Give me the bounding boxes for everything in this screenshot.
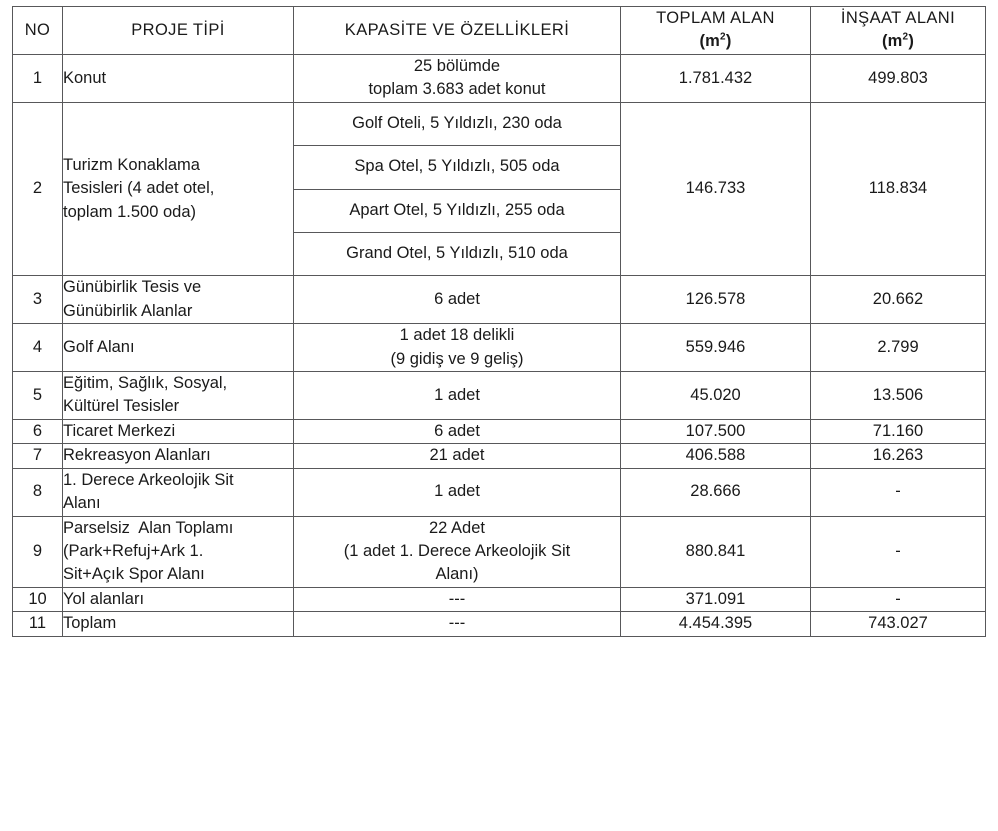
construction-area-value: - [811, 516, 986, 587]
table-row [13, 419, 986, 443]
project-type-cell [63, 54, 294, 102]
hotel-sub-row-label: Grand Otel, 5 Yıldızlı, 510 oda [294, 232, 620, 275]
hotel-sub-table [294, 103, 620, 276]
capacity-cell [294, 276, 621, 324]
construction-area-value: 20.662 [811, 276, 986, 324]
project-type-line: Golf Alanı [63, 337, 135, 356]
table-body [13, 54, 986, 636]
capacity-line: --- [448, 614, 466, 633]
capacity-cell [294, 372, 621, 420]
table-row [13, 468, 986, 516]
capacity-line: 1 adet 18 delikli [399, 326, 515, 345]
construction-area-value: 16.263 [811, 444, 986, 468]
capacity-line: 6 adet [434, 421, 480, 440]
capacity-cell [294, 102, 621, 276]
project-type-cell [63, 102, 294, 276]
column-header-total [621, 7, 811, 55]
capacity-line: 25 bölümde [413, 56, 501, 75]
construction-area-value: 118.834 [811, 102, 986, 276]
project-type-line: Eğitim, Sağlık, Sosyal, [63, 374, 228, 393]
project-type-cell [63, 612, 294, 636]
row-number: 8 [13, 468, 63, 516]
table-row [13, 324, 986, 372]
capacity-line: 21 adet [429, 446, 485, 465]
hotel-sub-row [294, 146, 620, 189]
project-type-line: (Park+Refuj+Ark 1. [63, 542, 204, 561]
project-type-cell [63, 419, 294, 443]
capacity-cell [294, 587, 621, 611]
project-type-line: Sit+Açık Spor Alanı [63, 565, 205, 584]
total-area-value: 28.666 [621, 468, 811, 516]
total-area-value: 126.578 [621, 276, 811, 324]
total-area-value: 559.946 [621, 324, 811, 372]
capacity-line: toplam 3.683 adet konut [368, 80, 546, 99]
table-header [13, 7, 986, 55]
column-header-cap [294, 7, 621, 55]
row-number: 7 [13, 444, 63, 468]
row-number: 5 [13, 372, 63, 420]
capacity-line: 1 adet [434, 385, 480, 404]
project-type-line: Günübirlik Alanlar [63, 301, 193, 320]
row-number: 2 [13, 102, 63, 276]
column-header-no [13, 7, 63, 55]
construction-area-value: - [811, 468, 986, 516]
construction-area-value: 2.799 [811, 324, 986, 372]
project-type-line: Alanı [63, 494, 101, 513]
table-row [13, 276, 986, 324]
hotel-sub-row [294, 103, 620, 146]
table-row [13, 102, 986, 276]
capacity-cell [294, 444, 621, 468]
hotel-sub-row [294, 189, 620, 232]
project-type-cell [63, 372, 294, 420]
capacity-line: --- [448, 589, 466, 608]
project-type-cell [63, 444, 294, 468]
project-type-cell [63, 324, 294, 372]
project-type-cell [63, 587, 294, 611]
table-row [13, 516, 986, 587]
construction-area-value: 743.027 [811, 612, 986, 636]
table-row [13, 54, 986, 102]
column-header-label: İNŞAAT ALANI [840, 9, 956, 27]
capacity-cell [294, 516, 621, 587]
column-header-type [63, 7, 294, 55]
total-area-value: 1.781.432 [621, 54, 811, 102]
capacity-cell [294, 612, 621, 636]
project-type-line: Kültürel Tesisler [63, 397, 180, 416]
hotel-sub-row [294, 232, 620, 275]
capacity-cell [294, 54, 621, 102]
total-area-value: 107.500 [621, 419, 811, 443]
column-header-label: NO [24, 20, 51, 39]
row-number: 9 [13, 516, 63, 587]
project-type-line: Toplam [63, 614, 117, 633]
construction-area-value: 71.160 [811, 419, 986, 443]
project-type-cell [63, 276, 294, 324]
table-row [13, 612, 986, 636]
construction-area-value: 13.506 [811, 372, 986, 420]
column-header-unit: $(m^2)$ [699, 31, 732, 51]
construction-area-value: 499.803 [811, 54, 986, 102]
capacity-line: 6 adet [434, 290, 480, 309]
project-type-line: Yol alanları [63, 589, 145, 608]
project-type-line: Turizm Konaklama [63, 155, 200, 174]
column-header-unit: $(m^2)$ [881, 31, 915, 51]
project-type-line: toplam 1.500 oda) [63, 202, 197, 221]
total-area-value: 406.588 [621, 444, 811, 468]
row-number: 4 [13, 324, 63, 372]
column-header-label: TOPLAM ALAN [656, 9, 775, 27]
project-type-line: Ticaret Merkezi [63, 421, 176, 440]
capacity-line: (9 gidiş ve 9 geliş) [390, 349, 524, 368]
table-row [13, 372, 986, 420]
column-header-label: PROJE TİPİ [131, 20, 225, 39]
capacity-cell [294, 324, 621, 372]
project-type-cell [63, 468, 294, 516]
project-type-line: Tesisleri (4 adet otel, [63, 179, 215, 198]
project-type-line: Konut [63, 68, 107, 87]
project-summary-table [12, 6, 986, 637]
table-row [13, 444, 986, 468]
total-area-value: 146.733 [621, 102, 811, 276]
capacity-line: 22 Adet [429, 518, 485, 537]
capacity-line: (1 adet 1. Derece Arkeolojik Sit [343, 542, 571, 561]
capacity-cell [294, 468, 621, 516]
total-area-value: 4.454.395 [621, 612, 811, 636]
hotel-sub-row-label: Spa Otel, 5 Yıldızlı, 505 oda [294, 146, 620, 189]
row-number: 11 [13, 612, 63, 636]
project-type-line: Rekreasyon Alanları [63, 446, 211, 465]
header-row [13, 7, 986, 55]
table-row [13, 587, 986, 611]
row-number: 3 [13, 276, 63, 324]
column-header-label: KAPASİTE VE ÖZELLİKLERİ [344, 20, 570, 39]
column-header-constr [811, 7, 986, 55]
hotel-sub-row-label: Golf Oteli, 5 Yıldızlı, 230 oda [294, 103, 620, 146]
hotel-sub-row-label: Apart Otel, 5 Yıldızlı, 255 oda [294, 189, 620, 232]
capacity-line: 1 adet [434, 482, 480, 501]
capacity-line: Alanı) [435, 565, 479, 584]
total-area-value: 45.020 [621, 372, 811, 420]
total-area-value: 880.841 [621, 516, 811, 587]
project-type-line: Günübirlik Tesis ve [63, 278, 202, 297]
row-number: 1 [13, 54, 63, 102]
total-area-value: 371.091 [621, 587, 811, 611]
row-number: 6 [13, 419, 63, 443]
project-type-cell [63, 516, 294, 587]
project-type-line: Parselsiz Alan Toplamı [63, 518, 234, 537]
construction-area-value: - [811, 587, 986, 611]
row-number: 10 [13, 587, 63, 611]
capacity-cell [294, 419, 621, 443]
project-type-line: 1. Derece Arkeolojik Sit [63, 470, 234, 489]
